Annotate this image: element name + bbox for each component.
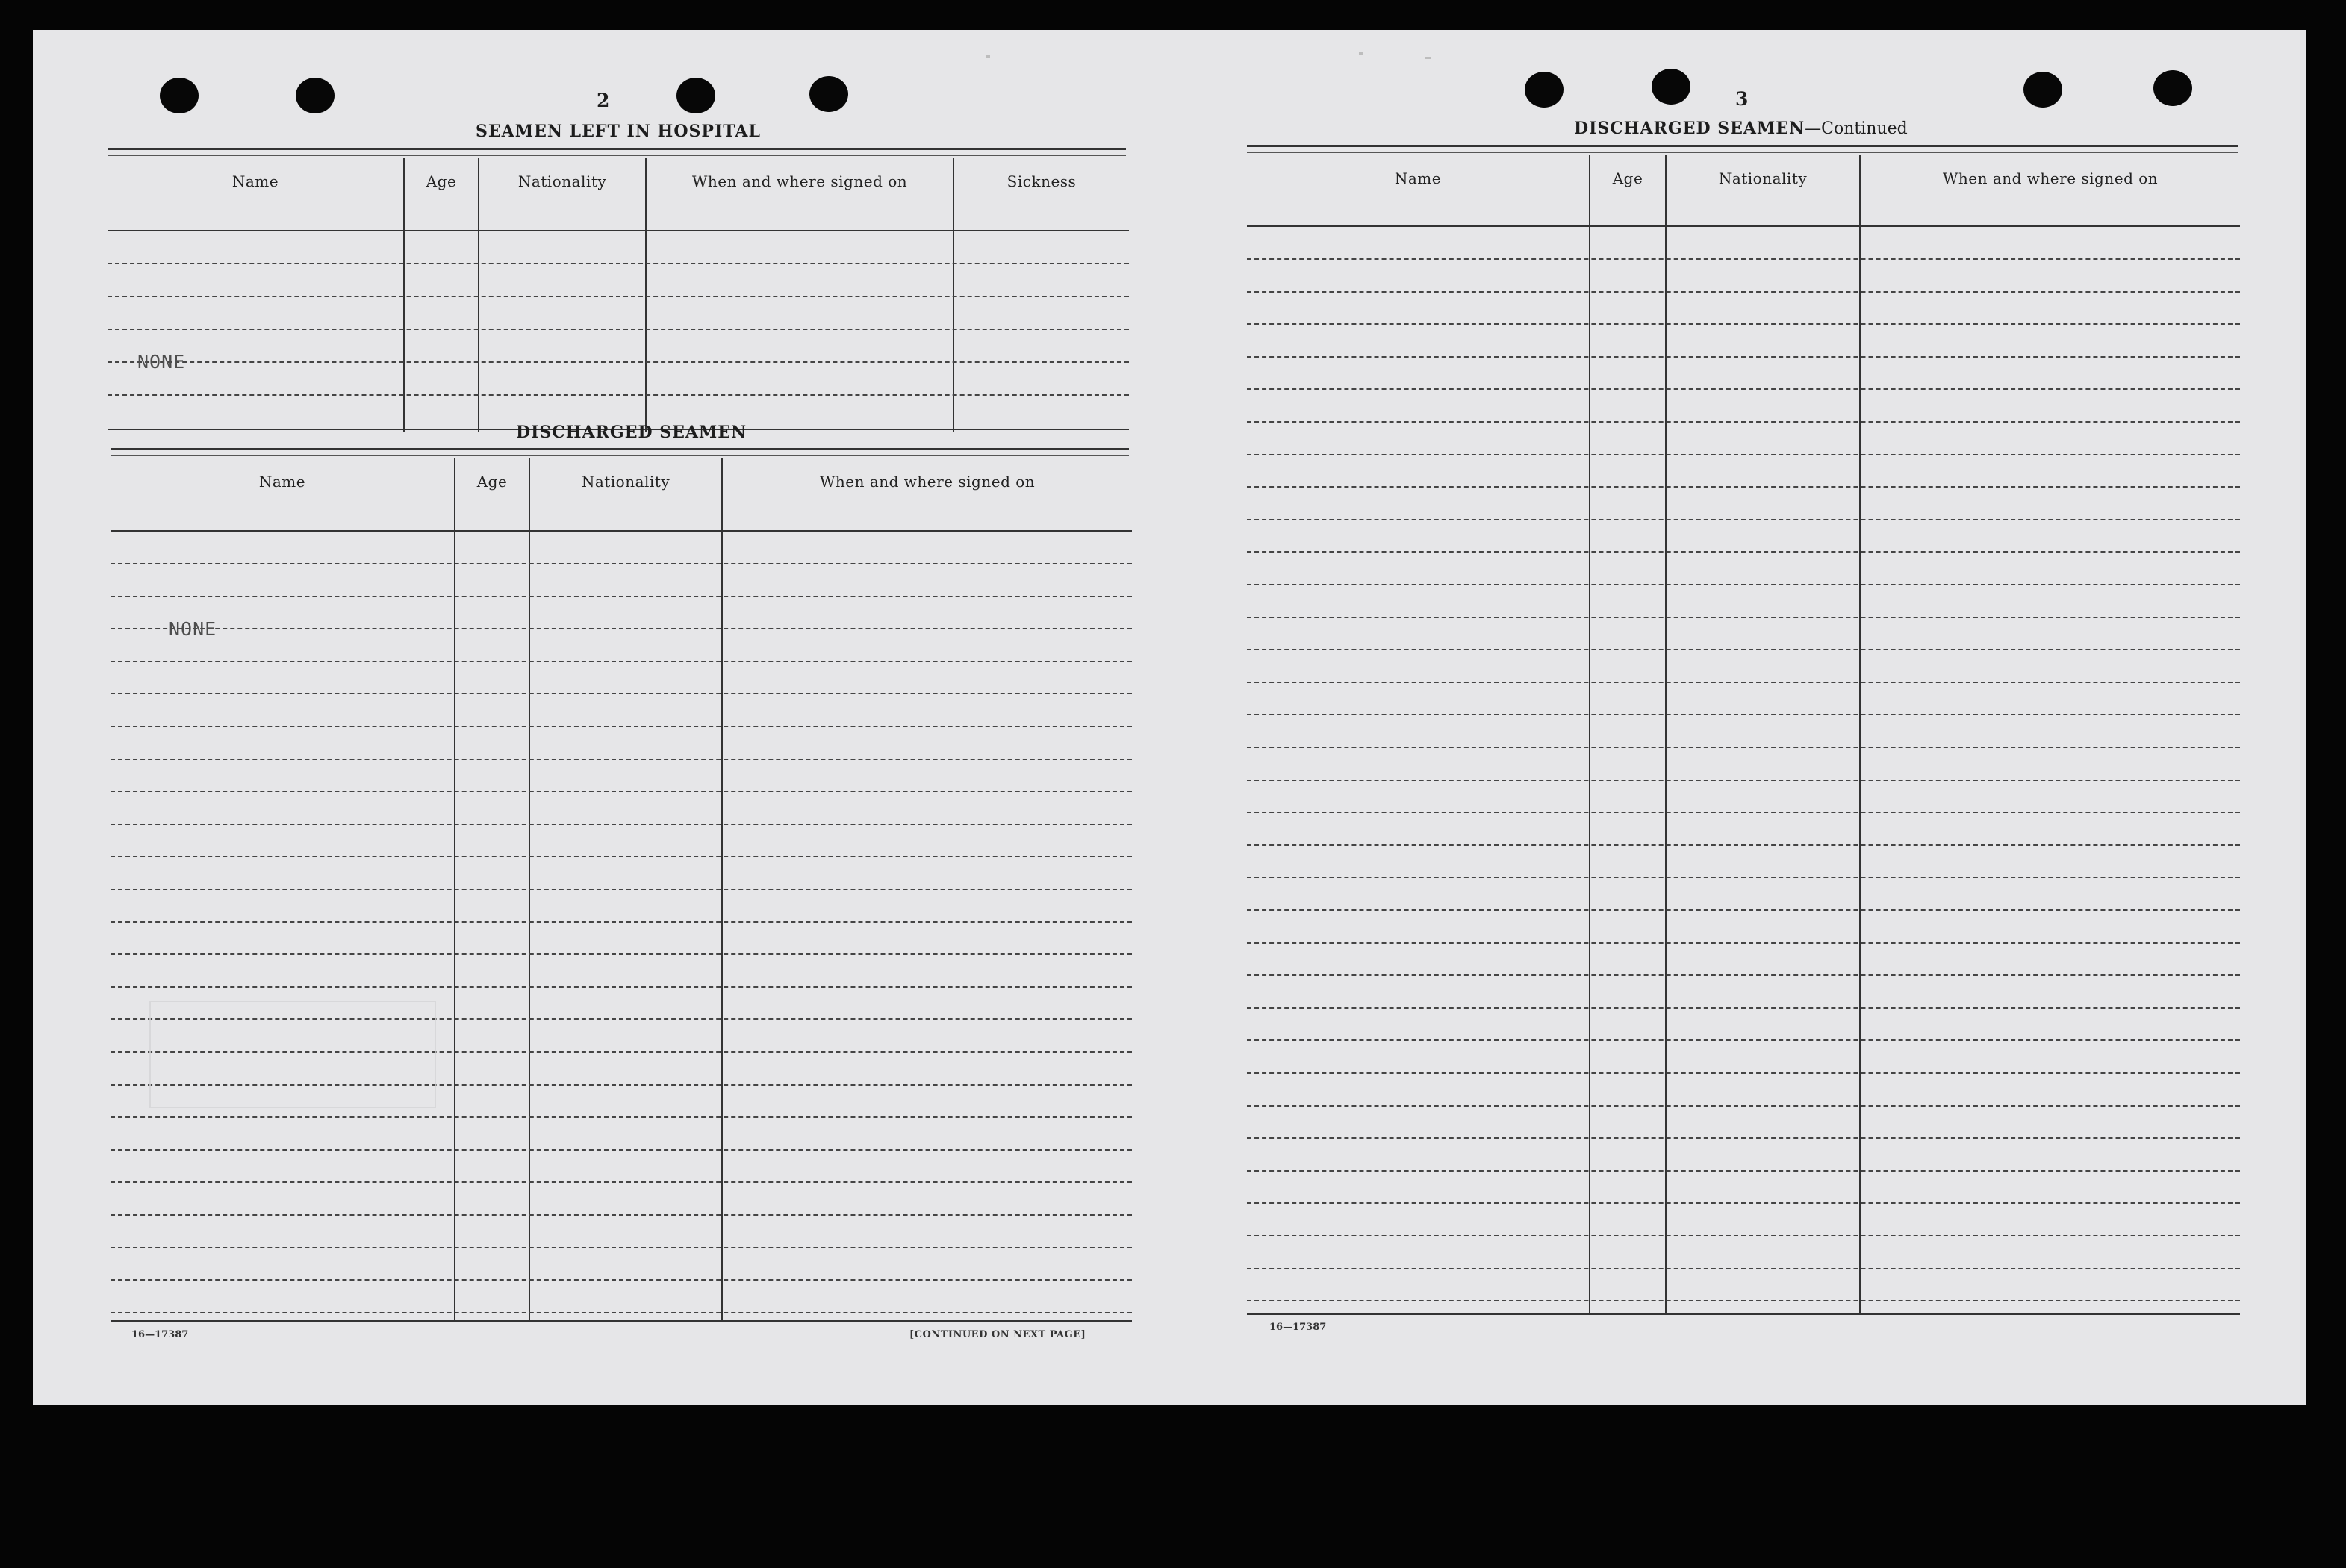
ruled-line xyxy=(108,329,1129,330)
ruled-line xyxy=(108,361,1129,363)
ruled-line xyxy=(111,693,1132,694)
ruled-line xyxy=(1247,1007,2240,1009)
faded-stamp xyxy=(149,1001,436,1108)
discharged-section-title: DISCHARGED SEAMEN xyxy=(516,423,747,442)
ruled-line xyxy=(111,596,1132,597)
form-code-left: 16—17387 xyxy=(131,1329,189,1340)
ruled-line xyxy=(111,1312,1132,1313)
discharged-col-nationality: Nationality xyxy=(581,473,670,491)
col-divider xyxy=(478,158,479,432)
hospital-entry-none: NONE xyxy=(137,351,186,373)
hospital-col-nationality: Nationality xyxy=(517,172,607,190)
col-divider xyxy=(1665,155,1667,1314)
ruled-line xyxy=(1247,1170,2240,1172)
discharged-col-name: Name xyxy=(258,473,306,491)
ruled-line xyxy=(1247,1235,2240,1236)
speck xyxy=(1359,52,1363,55)
continued-table xyxy=(1247,155,2240,1314)
hospital-col-age: Age xyxy=(426,172,457,190)
ruled-line xyxy=(1247,258,2240,260)
ruled-line xyxy=(1247,649,2240,650)
header-underline xyxy=(108,230,1129,231)
ruled-line xyxy=(1247,454,2240,455)
hospital-col-signed-on: When and where signed on xyxy=(691,172,908,190)
hospital-col-sickness: Sickness xyxy=(1006,172,1077,190)
ruled-line xyxy=(1247,1072,2240,1074)
ruled-line xyxy=(1247,519,2240,520)
punch-hole xyxy=(809,76,848,112)
ruled-line xyxy=(1247,780,2240,781)
ruled-line xyxy=(111,1247,1132,1248)
continued-note: [CONTINUED ON NEXT PAGE] xyxy=(909,1329,1086,1340)
ruled-line xyxy=(111,1149,1132,1151)
punch-hole xyxy=(2153,70,2192,106)
continued-header-rule xyxy=(1247,145,2238,153)
ruled-line xyxy=(111,986,1132,988)
ruled-line xyxy=(1247,1268,2240,1269)
left-bottom-rule xyxy=(111,1320,1132,1322)
col-divider xyxy=(1859,155,1861,1314)
ruled-line xyxy=(111,856,1132,857)
ruled-line xyxy=(1247,909,2240,911)
col-divider xyxy=(721,458,723,1322)
ruled-line xyxy=(111,1181,1132,1183)
ruled-line xyxy=(1247,974,2240,976)
continued-col-nationality: Nationality xyxy=(1718,169,1808,187)
punch-hole xyxy=(1652,69,1690,105)
ruled-line xyxy=(1247,714,2240,715)
col-divider xyxy=(454,458,455,1322)
hospital-header-rule xyxy=(108,148,1126,156)
ruled-line xyxy=(111,953,1132,955)
ruled-line xyxy=(108,394,1129,396)
ruled-line xyxy=(108,263,1129,264)
continued-section-title xyxy=(1574,119,1908,138)
ruled-line xyxy=(1247,1202,2240,1204)
ruled-line xyxy=(1247,682,2240,683)
ruled-line xyxy=(1247,551,2240,553)
ruled-line xyxy=(1247,617,2240,618)
ruled-line xyxy=(1247,291,2240,293)
continued-col-age: Age xyxy=(1612,169,1643,187)
ruled-line xyxy=(111,1279,1132,1281)
ruled-line xyxy=(111,726,1132,727)
ruled-line xyxy=(1247,1039,2240,1041)
discharged-col-signed-on: When and where signed on xyxy=(819,473,1036,491)
ruled-line xyxy=(108,296,1129,297)
continued-title-main: DISCHARGED SEAMEN xyxy=(1574,119,1805,138)
page-number-left: 2 xyxy=(597,90,610,111)
punch-hole xyxy=(296,78,335,113)
header-underline xyxy=(111,530,1132,532)
ruled-line xyxy=(1247,486,2240,488)
ruled-line xyxy=(111,563,1132,564)
ruled-line xyxy=(1247,421,2240,423)
discharged-header-rule xyxy=(111,448,1129,456)
punch-hole xyxy=(676,78,715,113)
discharged-table xyxy=(111,458,1132,1322)
ruled-line xyxy=(111,1214,1132,1216)
ruled-line xyxy=(1247,747,2240,748)
discharged-col-age: Age xyxy=(476,473,508,491)
hospital-section-title: SEAMEN LEFT IN HOSPITAL xyxy=(476,122,761,141)
ruled-line xyxy=(111,661,1132,662)
ruled-line xyxy=(1247,323,2240,325)
ruled-line xyxy=(1247,812,2240,813)
col-divider xyxy=(529,458,530,1322)
ruled-line xyxy=(1247,844,2240,846)
punch-hole xyxy=(1525,72,1564,108)
punch-hole xyxy=(160,78,199,113)
continued-title-suffix: —Continued xyxy=(1805,119,1908,138)
manifest-sheet xyxy=(33,30,2306,1405)
page-number-right: 3 xyxy=(1735,88,1749,110)
col-divider xyxy=(953,158,954,432)
ruled-line xyxy=(111,889,1132,890)
ruled-line xyxy=(111,791,1132,792)
speck xyxy=(1425,57,1431,59)
ruled-line xyxy=(1247,356,2240,358)
right-bottom-rule xyxy=(1247,1313,2240,1315)
ruled-line xyxy=(1247,584,2240,585)
ruled-line xyxy=(111,628,1132,629)
col-divider xyxy=(403,158,405,432)
continued-col-name: Name xyxy=(1394,169,1442,187)
discharged-entry-none: NONE xyxy=(169,618,217,640)
speck xyxy=(986,55,990,58)
ruled-line xyxy=(111,921,1132,923)
col-divider xyxy=(645,158,647,432)
punch-hole xyxy=(2023,72,2062,108)
ruled-line xyxy=(1247,1300,2240,1301)
ruled-line xyxy=(111,824,1132,825)
ruled-line xyxy=(1247,942,2240,944)
continued-col-signed-on: When and where signed on xyxy=(1942,169,2159,187)
ruled-line xyxy=(1247,877,2240,878)
ruled-line xyxy=(111,1116,1132,1118)
ruled-line xyxy=(1247,1137,2240,1139)
ruled-line xyxy=(111,759,1132,760)
hospital-table xyxy=(108,158,1129,432)
col-divider xyxy=(1589,155,1590,1314)
form-code-right: 16—17387 xyxy=(1269,1322,1327,1333)
ruled-line xyxy=(1247,388,2240,390)
hospital-col-name: Name xyxy=(231,172,279,190)
ruled-line xyxy=(1247,1105,2240,1107)
header-underline xyxy=(1247,225,2240,227)
